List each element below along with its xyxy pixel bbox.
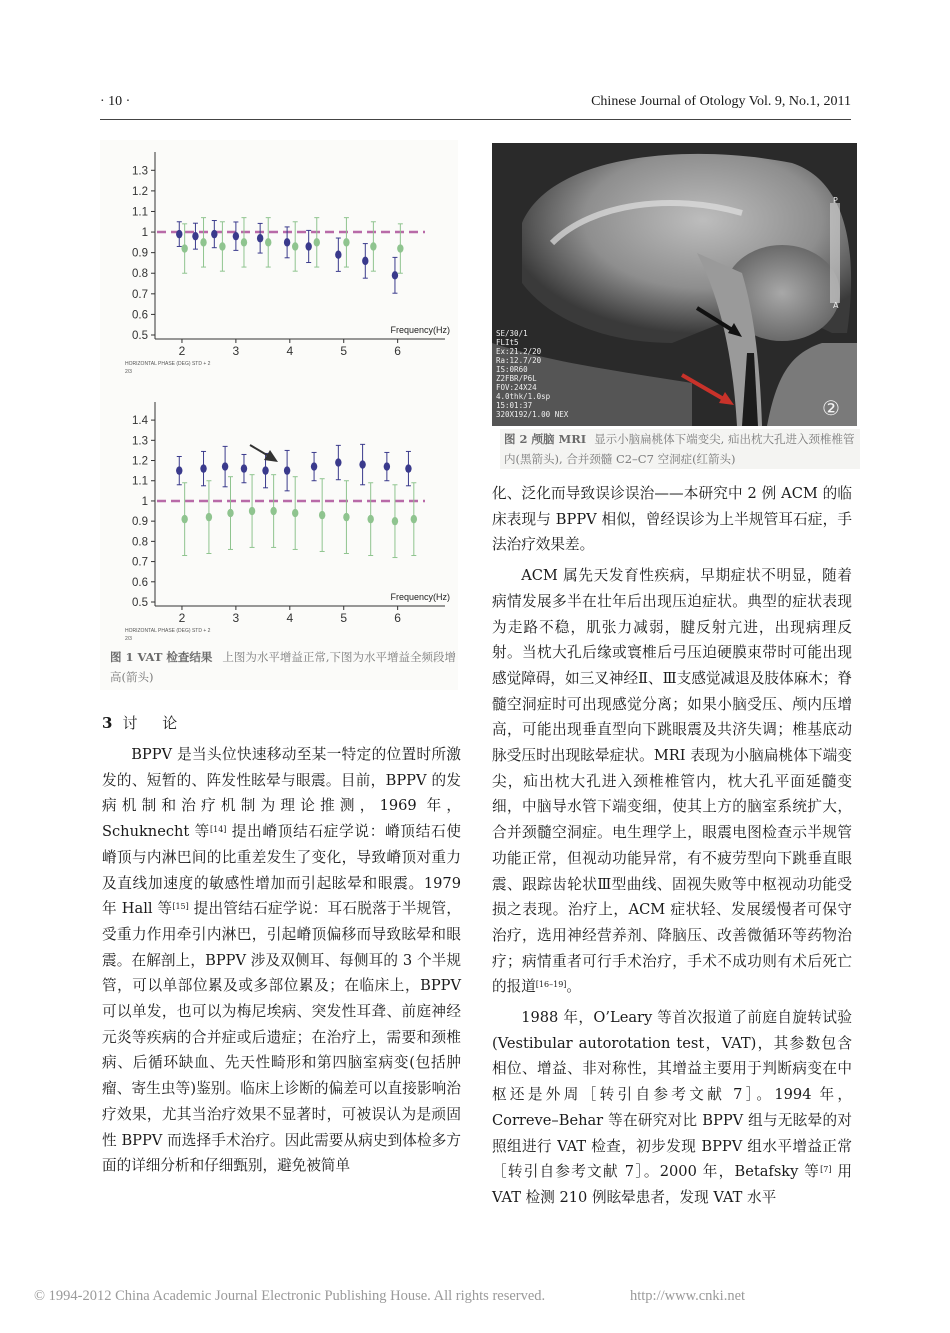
data-point [405,464,411,472]
y-tick-label: 0.6 [132,309,148,322]
data-point [292,509,298,517]
overlay-line: Z2FBR/P6L [496,374,537,383]
overlay-line: FOV:24X24 [496,383,537,392]
data-point [270,507,276,515]
y-tick-label: 0.5 [132,330,148,342]
x-tick-label: 4 [286,344,294,358]
y-tick-label: 1.2 [132,185,148,198]
x-tick-label: 5 [340,611,348,625]
annotation-arrow-icon [264,450,278,462]
data-point [314,238,320,246]
data-point [222,462,228,470]
phase-axis-label-2: 2/3 [125,369,132,375]
data-point [370,242,376,250]
figure-1-caption-label: 图 1 VAT 检查结果 [110,650,213,664]
section-number: 3 [102,714,117,732]
data-point [265,238,271,246]
data-point [192,232,198,240]
data-point [292,242,298,250]
y-tick-label: 1 [141,495,148,508]
y-tick-label: 1.3 [132,165,148,178]
paragraph [492,563,852,1000]
figure-2-number-badge: ② [822,396,840,420]
citation-ref: [15] [172,902,189,912]
y-tick-label: 1.1 [132,475,148,488]
data-point [362,257,368,265]
page-number: · 10 · [100,94,131,109]
y-tick-label: 0.9 [132,247,148,260]
data-point [284,238,290,246]
phase-axis-label: HORIZONTAL PHASE (DEG) STD + 2 [125,361,211,367]
section-heading [102,712,187,733]
figure-1-caption-text: 上图为水平增益正常,下图为水平增益全频段增高(箭头) [110,650,457,684]
figure-1 [100,140,458,700]
data-point [200,238,206,246]
data-point [392,271,398,279]
data-point [176,466,182,474]
copyright-text: © 1994-2012 China Academic Journal Electronic Publishing House. All rights reserved. [34,1288,546,1304]
x-tick-label: 2 [178,344,186,358]
data-point [367,515,373,523]
overlay-line: Ex:21.2/20 [496,347,542,356]
overlay-line: IS:0R60 [496,365,528,374]
y-tick-label: 0.7 [132,556,148,569]
overlay-line: FLIt5 [496,338,519,347]
y-tick-label: 0.8 [132,268,148,281]
x-tick-label: 6 [394,611,401,625]
text-run: 提出管结石症学说：耳石脱落于半规管，受重力作用牵引内淋巴，引起嵴顶偏移而导致眩晕和眼震。在解剖上，BPPV 涉及双侧耳、每侧耳的 3 个半规管，可以单部位累及或多部位累及；在临床上，BPPV 可以单发，也可以为梅尼埃病、突发性耳聋、前庭神经元炎等疾病的合并症或后遗症；在治疗上，需要和颈椎病、后循环缺血、先天性畸形和第四脑室病变(包括肿瘤、寄生虫等)鉴别。临床上诊断的偏差可以直接影响治疗效果，尤其当治疗效果不显著时，可被误认为是顽固性 BPPV 而选择手术治疗。因此需要从病史到体检多方面的详细分析和仔细甄别，避免被简单 [102,900,461,1175]
citation-ref: [16–19] [535,980,567,990]
data-point [384,462,390,470]
data-point [359,460,365,468]
footer-url-link[interactable]: http://www.cnki.net [630,1288,746,1304]
data-point [200,464,206,472]
mri-image [492,143,857,426]
text-run: BPPV 是当头位快速移动至某一特定的位置时所激发的、短暂的、阵发性眩晕与眼震。目前，BPPV 的发病机制和治疗机制为理论推测，1969 年，Schuknecht 等 [102,746,461,841]
phase-axis-label: HORIZONTAL PHASE (DEG) STD + 2 [125,628,211,634]
x-tick-label: 2 [178,611,186,625]
data-point [181,244,187,252]
section-title: 讨 论 [122,714,188,732]
journal-citation: Chinese Journal of Otology Vol. 9, No.1, 2011 [591,94,851,109]
x-axis-label: Frequency(Hz) [390,325,450,335]
text-run: 提出嵴顶结石症学说：嵴顶结石使嵴顶与内淋巴间的比重差发生了变化，导致嵴顶对重力及直线加速度的敏感性增加而引起眩晕和眼震。1979 年 Hall 等 [102,823,461,918]
y-tick-label: 1.2 [132,455,148,468]
figure-2-caption [500,429,860,469]
y-tick-label: 0.6 [132,576,148,589]
paragraph [492,1005,852,1211]
y-tick-label: 0.8 [132,536,148,549]
scale-bar [830,203,840,303]
data-point [176,230,182,238]
data-point [335,458,341,466]
header-rule [100,119,851,120]
x-axis-label: Frequency(Hz) [390,592,450,602]
data-point [206,513,212,521]
text-run: 1988 年，O’Leary 等首次报道了前庭自旋转试验(Vestibular autorotation test，VAT)，其参数包含相位、增益、非对称性，其增益主要用于判断病变在中枢还是外周［转引自参考文献 7］。1994 年，Correve–Behar 等在研究对比 BPPV 组与无眩晕的对照组进行 VAT 检查，初步发现 BPPV 组水平增益正常［转引自参考文献 7］。2000 年，Betafsky 等 [492,1009,852,1181]
footer [34,1288,774,1305]
data-point [211,230,217,238]
data-point [411,515,417,523]
y-tick-label: 0.9 [132,516,148,529]
side-letter-p: P [833,196,838,205]
text-run: 用 VAT 检测 210 例眩晕患者，发现 VAT 水平 [492,1163,852,1206]
y-tick-label: 0.5 [132,597,148,609]
y-tick-label: 1.1 [132,206,148,219]
overlay-line: 15:01:37 [496,401,533,410]
data-point [241,464,247,472]
data-point [311,462,317,470]
y-tick-label: 1 [141,227,148,240]
paragraph: 化、泛化而导致误诊误治——本研究中 2 例 ACM 的临床表现与 BPPV 相似，曾经误诊为上半规管耳石症，手法治疗效果差。 [492,485,852,554]
citation-ref: [14] [210,825,227,835]
data-point [257,234,263,242]
running-header [100,94,851,116]
figure-2-caption-text: 显示小脑扁桃体下端变尖, 疝出枕大孔进入颈椎椎管内(黑箭头), 合并颈髓 C2–C7 空洞症(红箭头) [504,432,855,466]
data-point [219,242,225,250]
paragraph [102,742,461,1179]
data-point [305,242,311,250]
data-point [241,238,247,246]
x-tick-label: 3 [232,611,240,625]
overlay-line: Ra:12.7/20 [496,356,542,365]
data-point [262,466,268,474]
figure-2 [492,143,857,471]
x-tick-label: 5 [340,344,348,358]
figure-1-caption [110,647,460,687]
overlay-line: 320X192/1.00 NEX [496,410,569,419]
citation-ref: [7] [820,1165,832,1175]
left-column [102,742,461,1179]
phase-axis-label-2: 2/3 [125,636,132,642]
data-point [181,515,187,523]
figure-1-charts [100,140,458,645]
figure-2-caption-label: 图 2 颅脑 MRI [504,432,587,446]
x-tick-label: 3 [232,344,240,358]
overlay-line: 4.0thk/1.0sp [496,392,551,401]
mri-scan [492,143,857,426]
data-point [233,232,239,240]
overlay-line: SE/30/1 [496,329,528,338]
data-point [227,509,233,517]
y-tick-label: 0.7 [132,288,148,301]
data-point [343,238,349,246]
text-run: ACM 属先天发育性疾病，早期症状不明显，随着病情发展多半在壮年后出现压迫症状。典型的症状表现为走路不稳，肌张力减弱，腱反射亢进，出现病理反射。当枕大孔后缘或寰椎后弓压迫硬膜束带时可能出现感觉障碍，如三叉神经Ⅱ、Ⅲ支感觉减退及肢体麻木；脊髓空洞症时可出现感觉分离；如果小脑受压、颅内压增高，可能出现垂直型向下跳眼震及共济失调；椎基底动脉受压时出现眩晕症状。MRI 表现为小脑扁桃体下端变尖，疝出枕大孔进入颈椎椎管内，枕大孔平面延髓变细，中脑导水管下端变细，使其上方的脑室系统扩大，合并颈髓空洞症。电生理学上，眼震电图检查示半规管功能正常，但视动功能异常，有不疲劳型向下跳垂直眼震、跟踪齿轮状Ⅲ型曲线、固视失败等中枢视动功能受损之表现。治疗上，ACM 症状轻、发展缓慢者可保守治疗，选用神经营养剂、降脑压、改善微循环等药物治疗；病情重者可行手术治疗，手术不成功则有术后死亡的报道 [492,567,852,996]
side-letter-a: A [833,301,839,310]
x-tick-label: 4 [286,611,294,625]
right-column [492,481,852,1211]
data-point [392,517,398,525]
data-point [343,513,349,521]
data-point [335,251,341,259]
data-point [284,466,290,474]
x-tick-label: 6 [394,344,401,358]
data-point [249,507,255,515]
text-run: 。 [566,978,582,996]
y-tick-label: 1.4 [132,415,148,428]
y-tick-label: 1.3 [132,435,148,448]
data-point [397,244,403,252]
data-point [319,511,325,519]
